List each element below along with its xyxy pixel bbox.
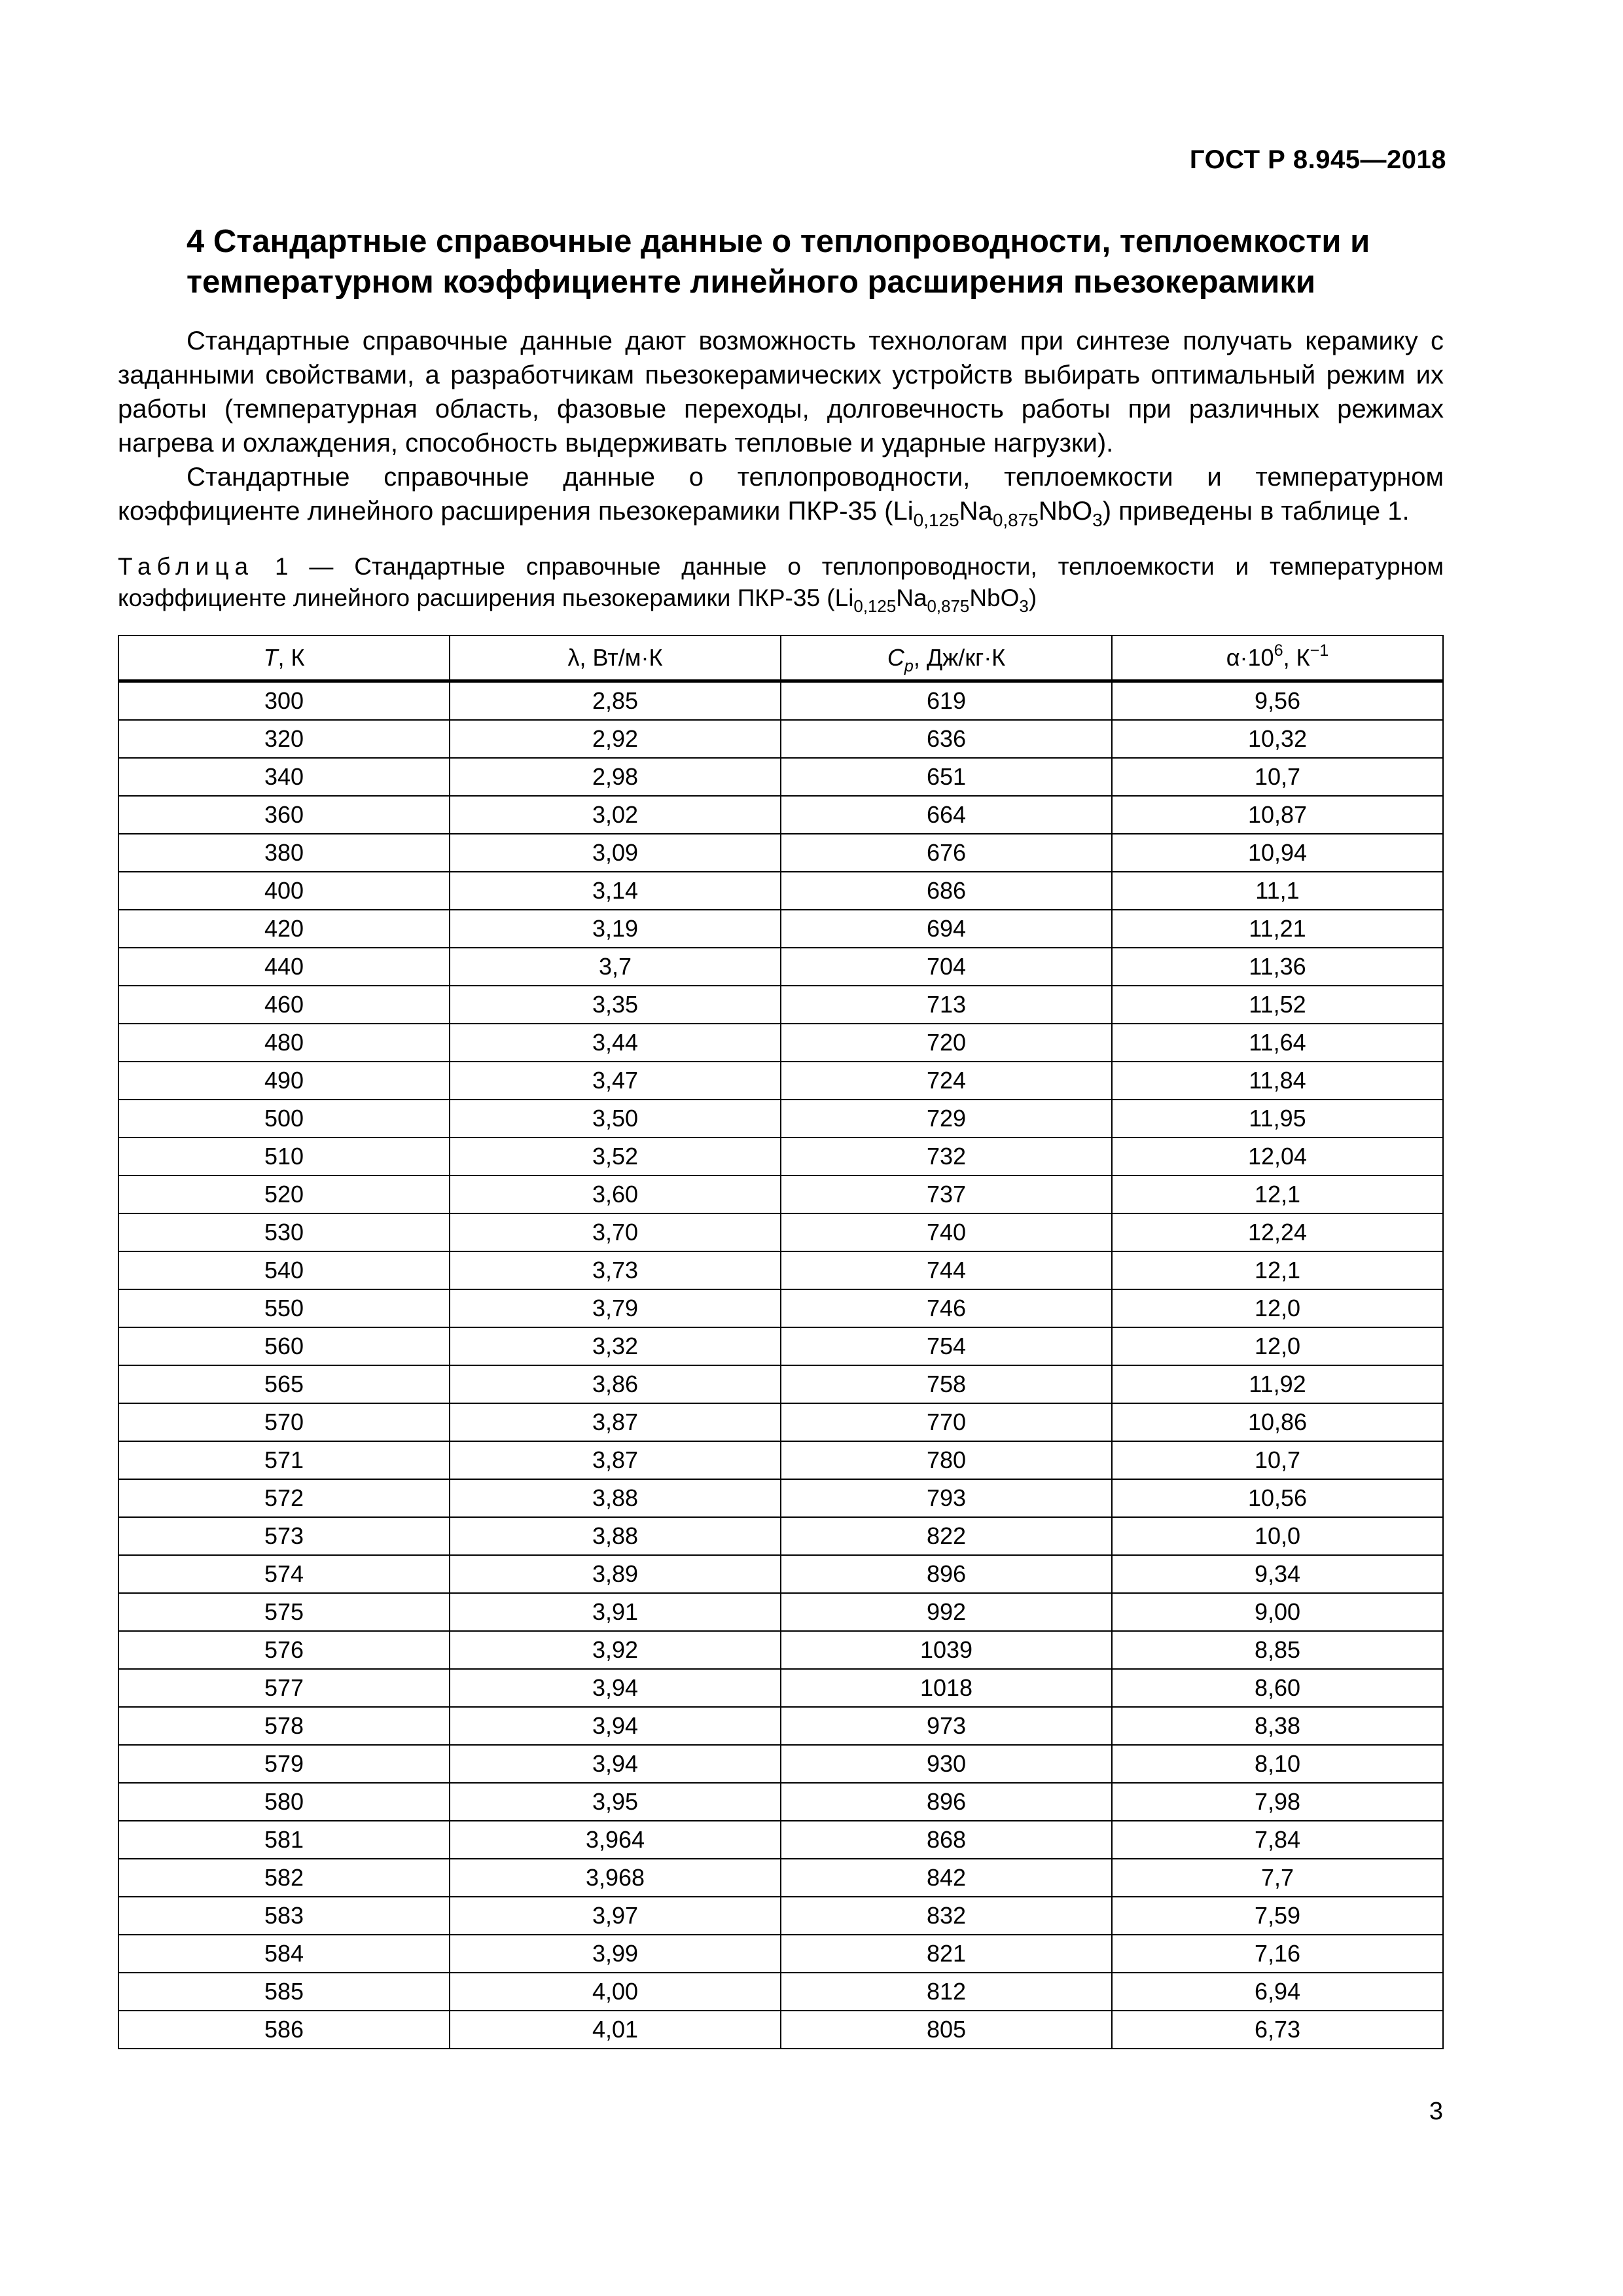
table-row	[118, 1327, 1443, 1365]
cell-conductivity: 3,73	[450, 1251, 781, 1289]
cell-temperature: 400	[118, 872, 450, 910]
cell-expansion: 12,0	[1112, 1289, 1443, 1327]
cell-heat-capacity: 1018	[781, 1669, 1112, 1707]
cell-conductivity: 3,47	[450, 1062, 781, 1100]
cell-conductivity: 3,968	[450, 1859, 781, 1897]
cell-conductivity: 3,14	[450, 872, 781, 910]
cell-expansion: 10,86	[1112, 1403, 1443, 1441]
cell-conductivity: 3,35	[450, 986, 781, 1024]
cell-conductivity: 3,87	[450, 1441, 781, 1479]
cell-temperature: 490	[118, 1062, 450, 1100]
cell-temperature: 575	[118, 1593, 450, 1631]
cell-expansion: 9,34	[1112, 1555, 1443, 1593]
table-row	[118, 1745, 1443, 1783]
cell-heat-capacity: 832	[781, 1897, 1112, 1935]
cell-temperature: 530	[118, 1213, 450, 1251]
cell-expansion: 12,1	[1112, 1175, 1443, 1213]
table-row	[118, 1479, 1443, 1517]
table-row	[118, 1024, 1443, 1062]
paragraph-1: Стандартные справочные данные дают возможность технологам при синтезе получать керамику с заданными свойствами, а разработчикам пьезокерамических устройств выбирать оптимальный режим их работы (температурная область, фазовые переходы, долговечность работы при различных режимах нагрева и охлаждения, способность выдерживать тепловые и ударные нагрузки).	[118, 327, 1444, 457]
cell-expansion: 10,87	[1112, 796, 1443, 834]
cell-expansion: 10,94	[1112, 834, 1443, 872]
cell-conductivity: 3,86	[450, 1365, 781, 1403]
cell-expansion: 11,52	[1112, 986, 1443, 1024]
cell-conductivity: 3,88	[450, 1517, 781, 1555]
cell-heat-capacity: 973	[781, 1707, 1112, 1745]
cell-temperature: 510	[118, 1138, 450, 1175]
table-row	[118, 948, 1443, 986]
table-row	[118, 1555, 1443, 1593]
cell-expansion: 7,98	[1112, 1783, 1443, 1821]
cell-heat-capacity: 896	[781, 1783, 1112, 1821]
cell-expansion: 12,04	[1112, 1138, 1443, 1175]
document-code: ГОСТ Р 8.945—2018	[1189, 145, 1446, 174]
cell-temperature: 360	[118, 796, 450, 834]
cell-expansion: 12,1	[1112, 1251, 1443, 1289]
cell-conductivity: 3,94	[450, 1707, 781, 1745]
cell-conductivity: 3,44	[450, 1024, 781, 1062]
table-row	[118, 910, 1443, 948]
cell-conductivity: 3,95	[450, 1783, 781, 1821]
cell-expansion: 12,0	[1112, 1327, 1443, 1365]
table-row	[118, 1251, 1443, 1289]
section-title: 4 Стандартные справочные данные о теплопроводности, теплоемкости и температурном коэффициенте линейного расширения пьезокерамики	[187, 224, 1370, 300]
cell-temperature: 582	[118, 1859, 450, 1897]
cell-conductivity: 3,19	[450, 910, 781, 948]
cell-temperature: 520	[118, 1175, 450, 1213]
cell-temperature: 500	[118, 1100, 450, 1138]
cell-conductivity: 3,87	[450, 1403, 781, 1441]
cell-conductivity: 2,92	[450, 720, 781, 758]
cell-heat-capacity: 619	[781, 681, 1112, 721]
cell-conductivity: 3,02	[450, 796, 781, 834]
cell-expansion: 7,7	[1112, 1859, 1443, 1897]
cell-heat-capacity: 746	[781, 1289, 1112, 1327]
cell-temperature: 578	[118, 1707, 450, 1745]
cell-conductivity: 3,99	[450, 1935, 781, 1973]
cell-temperature: 560	[118, 1327, 450, 1365]
cell-temperature: 340	[118, 758, 450, 796]
cell-conductivity: 3,97	[450, 1897, 781, 1935]
cell-temperature: 580	[118, 1783, 450, 1821]
table-row	[118, 1403, 1443, 1441]
table-row	[118, 1707, 1443, 1745]
table-row	[118, 1289, 1443, 1327]
cell-temperature: 583	[118, 1897, 450, 1935]
cell-expansion: 10,7	[1112, 758, 1443, 796]
cell-heat-capacity: 780	[781, 1441, 1112, 1479]
table-row	[118, 1935, 1443, 1973]
table-row	[118, 681, 1443, 721]
cell-heat-capacity: 868	[781, 1821, 1112, 1859]
table-row	[118, 1821, 1443, 1859]
table-row	[118, 1138, 1443, 1175]
table-row	[118, 1631, 1443, 1669]
cell-temperature: 586	[118, 2011, 450, 2049]
cell-conductivity: 3,52	[450, 1138, 781, 1175]
cell-temperature: 540	[118, 1251, 450, 1289]
cell-conductivity: 3,32	[450, 1327, 781, 1365]
cell-heat-capacity: 930	[781, 1745, 1112, 1783]
paragraph-2: Стандартные справочные данные о теплопроводности, теплоемкости и температурном коэффициенте линейного расширения пьезокерамики ПКР-35 $(Li_{0,125}Na_{0,875}NbO_3)$ приведены в таблице 1.	[118, 463, 1444, 530]
cell-conductivity: 3,91	[450, 1593, 781, 1631]
cell-heat-capacity: 651	[781, 758, 1112, 796]
cell-temperature: 573	[118, 1517, 450, 1555]
cell-conductivity: 3,70	[450, 1213, 781, 1251]
cell-temperature: 550	[118, 1289, 450, 1327]
cell-heat-capacity: 694	[781, 910, 1112, 948]
cell-conductivity: 3,60	[450, 1175, 781, 1213]
cell-conductivity: 3,94	[450, 1669, 781, 1707]
cell-temperature: 440	[118, 948, 450, 986]
cell-temperature: 320	[118, 720, 450, 758]
table-row	[118, 1441, 1443, 1479]
cell-heat-capacity: 842	[781, 1859, 1112, 1897]
table-row	[118, 1213, 1443, 1251]
page-number: 3	[1429, 2098, 1443, 2125]
cell-expansion: 12,24	[1112, 1213, 1443, 1251]
cell-expansion: 10,32	[1112, 720, 1443, 758]
table-row	[118, 1593, 1443, 1631]
cell-conductivity: 3,50	[450, 1100, 781, 1138]
table-body	[118, 681, 1443, 2049]
cell-conductivity: 2,85	[450, 681, 781, 721]
cell-temperature: 581	[118, 1821, 450, 1859]
cell-expansion: 11,1	[1112, 872, 1443, 910]
cell-heat-capacity: 729	[781, 1100, 1112, 1138]
cell-conductivity: 4,01	[450, 2011, 781, 2049]
cell-expansion: 7,84	[1112, 1821, 1443, 1859]
cell-expansion: 8,60	[1112, 1669, 1443, 1707]
table-row	[118, 1669, 1443, 1707]
cell-temperature: 480	[118, 1024, 450, 1062]
body-text	[118, 324, 1444, 528]
table-row	[118, 1973, 1443, 2011]
cell-expansion: 8,10	[1112, 1745, 1443, 1783]
cell-heat-capacity: 821	[781, 1935, 1112, 1973]
data-table	[118, 635, 1444, 2049]
cell-expansion: 11,36	[1112, 948, 1443, 986]
column-header-expansion: $\alpha\cdot 10^6$, $К^{-1}$	[1112, 636, 1443, 681]
cell-heat-capacity: 664	[781, 796, 1112, 834]
table-row	[118, 720, 1443, 758]
cell-temperature: 577	[118, 1669, 450, 1707]
table-row	[118, 1783, 1443, 1821]
cell-heat-capacity: 770	[781, 1403, 1112, 1441]
cell-heat-capacity: 1039	[781, 1631, 1112, 1669]
cell-conductivity: 3,09	[450, 834, 781, 872]
cell-heat-capacity: 720	[781, 1024, 1112, 1062]
cell-heat-capacity: 896	[781, 1555, 1112, 1593]
cell-temperature: 565	[118, 1365, 450, 1403]
cell-conductivity: 3,964	[450, 1821, 781, 1859]
column-header-conductivity: λ, Вт/м·К	[450, 636, 781, 681]
cell-heat-capacity: 758	[781, 1365, 1112, 1403]
table-row	[118, 796, 1443, 834]
cell-heat-capacity: 740	[781, 1213, 1112, 1251]
cell-temperature: 579	[118, 1745, 450, 1783]
table-row	[118, 1517, 1443, 1555]
cell-temperature: 571	[118, 1441, 450, 1479]
table-row	[118, 872, 1443, 910]
cell-expansion: 8,85	[1112, 1631, 1443, 1669]
cell-conductivity: 3,7	[450, 948, 781, 986]
cell-heat-capacity: 812	[781, 1973, 1112, 2011]
table-row	[118, 834, 1443, 872]
cell-conductivity: 3,94	[450, 1745, 781, 1783]
cell-heat-capacity: 793	[781, 1479, 1112, 1517]
cell-heat-capacity: 992	[781, 1593, 1112, 1631]
cell-conductivity: 2,98	[450, 758, 781, 796]
cell-heat-capacity: 686	[781, 872, 1112, 910]
cell-temperature: 584	[118, 1935, 450, 1973]
cell-heat-capacity: 732	[781, 1138, 1112, 1175]
cell-temperature: 570	[118, 1403, 450, 1441]
cell-expansion: 10,0	[1112, 1517, 1443, 1555]
cell-heat-capacity: 822	[781, 1517, 1112, 1555]
cell-expansion: 9,56	[1112, 681, 1443, 721]
cell-expansion: 11,84	[1112, 1062, 1443, 1100]
table-row	[118, 1100, 1443, 1138]
cell-heat-capacity: 754	[781, 1327, 1112, 1365]
table-row	[118, 1365, 1443, 1403]
cell-temperature: 574	[118, 1555, 450, 1593]
table-row	[118, 758, 1443, 796]
cell-conductivity: 3,88	[450, 1479, 781, 1517]
cell-expansion: 11,92	[1112, 1365, 1443, 1403]
cell-expansion: 11,21	[1112, 910, 1443, 948]
table-row	[118, 1175, 1443, 1213]
cell-expansion: 10,7	[1112, 1441, 1443, 1479]
cell-heat-capacity: 713	[781, 986, 1112, 1024]
cell-expansion: 7,59	[1112, 1897, 1443, 1935]
cell-heat-capacity: 636	[781, 720, 1112, 758]
cell-heat-capacity: 676	[781, 834, 1112, 872]
table-row	[118, 2011, 1443, 2049]
cell-conductivity: 3,79	[450, 1289, 781, 1327]
table-row	[118, 986, 1443, 1024]
table-header-row	[118, 636, 1443, 681]
cell-temperature: 572	[118, 1479, 450, 1517]
table-caption-label: Таблица	[118, 553, 255, 580]
cell-expansion: 10,56	[1112, 1479, 1443, 1517]
cell-temperature: 460	[118, 986, 450, 1024]
cell-temperature: 420	[118, 910, 450, 948]
table-row	[118, 1859, 1443, 1897]
cell-conductivity: 3,92	[450, 1631, 781, 1669]
cell-heat-capacity: 805	[781, 2011, 1112, 2049]
cell-expansion: 6,73	[1112, 2011, 1443, 2049]
cell-expansion: 7,16	[1112, 1935, 1443, 1973]
cell-expansion: 11,95	[1112, 1100, 1443, 1138]
column-header-temperature: T, К	[118, 636, 450, 681]
table-row	[118, 1897, 1443, 1935]
cell-heat-capacity: 744	[781, 1251, 1112, 1289]
cell-heat-capacity: 724	[781, 1062, 1112, 1100]
cell-heat-capacity: 737	[781, 1175, 1112, 1213]
cell-temperature: 380	[118, 834, 450, 872]
column-header-heat-capacity: $C_p$, Дж/кг·К	[781, 636, 1112, 681]
table-caption: Таблица 1 — Стандартные справочные данные о теплопроводности, теплоемкости и температурном коэффициенте линейного расширения пьезокерамики ПКР-35 $(Li_{0,125}Na_{0,875}NbO_3)$	[118, 553, 1444, 617]
cell-expansion: 6,94	[1112, 1973, 1443, 2011]
table-row	[118, 1062, 1443, 1100]
cell-expansion: 9,00	[1112, 1593, 1443, 1631]
cell-conductivity: 4,00	[450, 1973, 781, 2011]
cell-temperature: 585	[118, 1973, 450, 2011]
cell-expansion: 8,38	[1112, 1707, 1443, 1745]
cell-temperature: 300	[118, 681, 450, 721]
cell-temperature: 576	[118, 1631, 450, 1669]
cell-conductivity: 3,89	[450, 1555, 781, 1593]
cell-heat-capacity: 704	[781, 948, 1112, 986]
cell-expansion: 11,64	[1112, 1024, 1443, 1062]
